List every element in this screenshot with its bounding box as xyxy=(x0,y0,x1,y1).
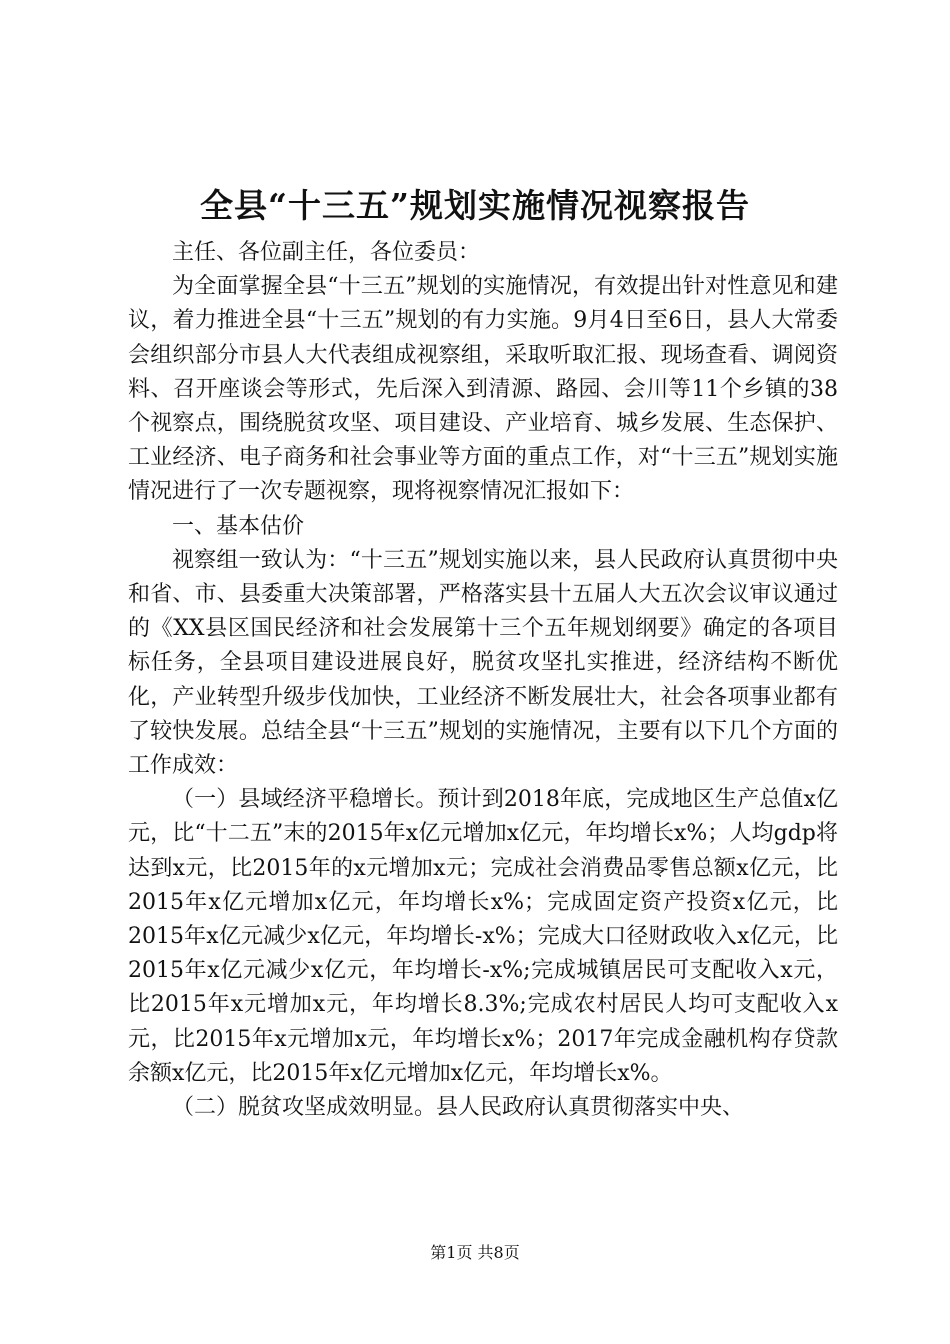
document-body xyxy=(128,236,838,1125)
salutation-paragraph: 主任、各位副主任，各位委员： xyxy=(172,240,481,265)
document-title: 全县“十三五”规划实施情况视察报告 xyxy=(200,186,750,225)
assessment-paragraph: 视察组一致认为：“十三五”规划实施以来，县人民政府认真贯彻中央和省、市、县委重大决策部署，严格落实县十五届人大五次会议审议通过的《XX县区国民经济和社会发展第十三个五年规划纲要》确定的各项目标任务，全县项目建设进展良好，脱贫攻坚扎实推进，经济结构不断优化，产业转型升级步伐加快，工业经济不断发展壮大，社会各项事业都有了较快发展。总结全县“十三五”规划的实施情况，主要有以下几个方面的工作成效： xyxy=(128,547,838,779)
page-number-footer: 第1页 共8页 xyxy=(430,1243,520,1262)
poverty-paragraph: （二）脱贫攻坚成效明显。县人民政府认真贯彻落实中央、 xyxy=(172,1095,745,1121)
intro-paragraph: 为全面掌握全县“十三五”规划的实施情况，有效提出针对性意见和建议，着力推进全县“十三五”规划的有力实施。9月4日至6日，县人大常委会组织部分市县人大代表组成视察组，采取听取汇报、现场查看、调阅资料、召开座谈会等形式，先后深入到清源、路园、会川等11个乡镇的38个视察点，围绕脱贫攻坚、项目建设、产业培育、城乡发展、生态保护、工业经济、电子商务和社会事业等方面的重点工作，对“十三五”规划实施情况进行了一次专题视察，现将视察情况汇报如下： xyxy=(128,274,838,505)
section-heading: 一、基本估价 xyxy=(172,513,305,539)
economy-paragraph: （一）县域经济平稳增长。预计到2018年底，完成地区生产总值x亿元，比“十二五”末的2015年x亿元增加x亿元，年均增长x%；人均gdp将达到x元，比2015年的x元增加x元；完成社会消费品零售总额x亿元，比2015年x亿元增加x亿元，年均增长x%；完成固定资产投资x亿元，比2015年x亿元减少x亿元，年均增长-x%；完成大口径财政收入x亿元，比2015年x亿元减少x亿元，年均增长-x%;完成城镇居民可支配收入x元，比2015年x元增加x元，年均增长8.3%;完成农村居民人均可支配收入x元，比2015年x元增加x元，年均增长x%；2017年完成金融机构存贷款余额x亿元，比2015年x亿元增加x亿元，年均增长x%。 xyxy=(128,787,838,1086)
